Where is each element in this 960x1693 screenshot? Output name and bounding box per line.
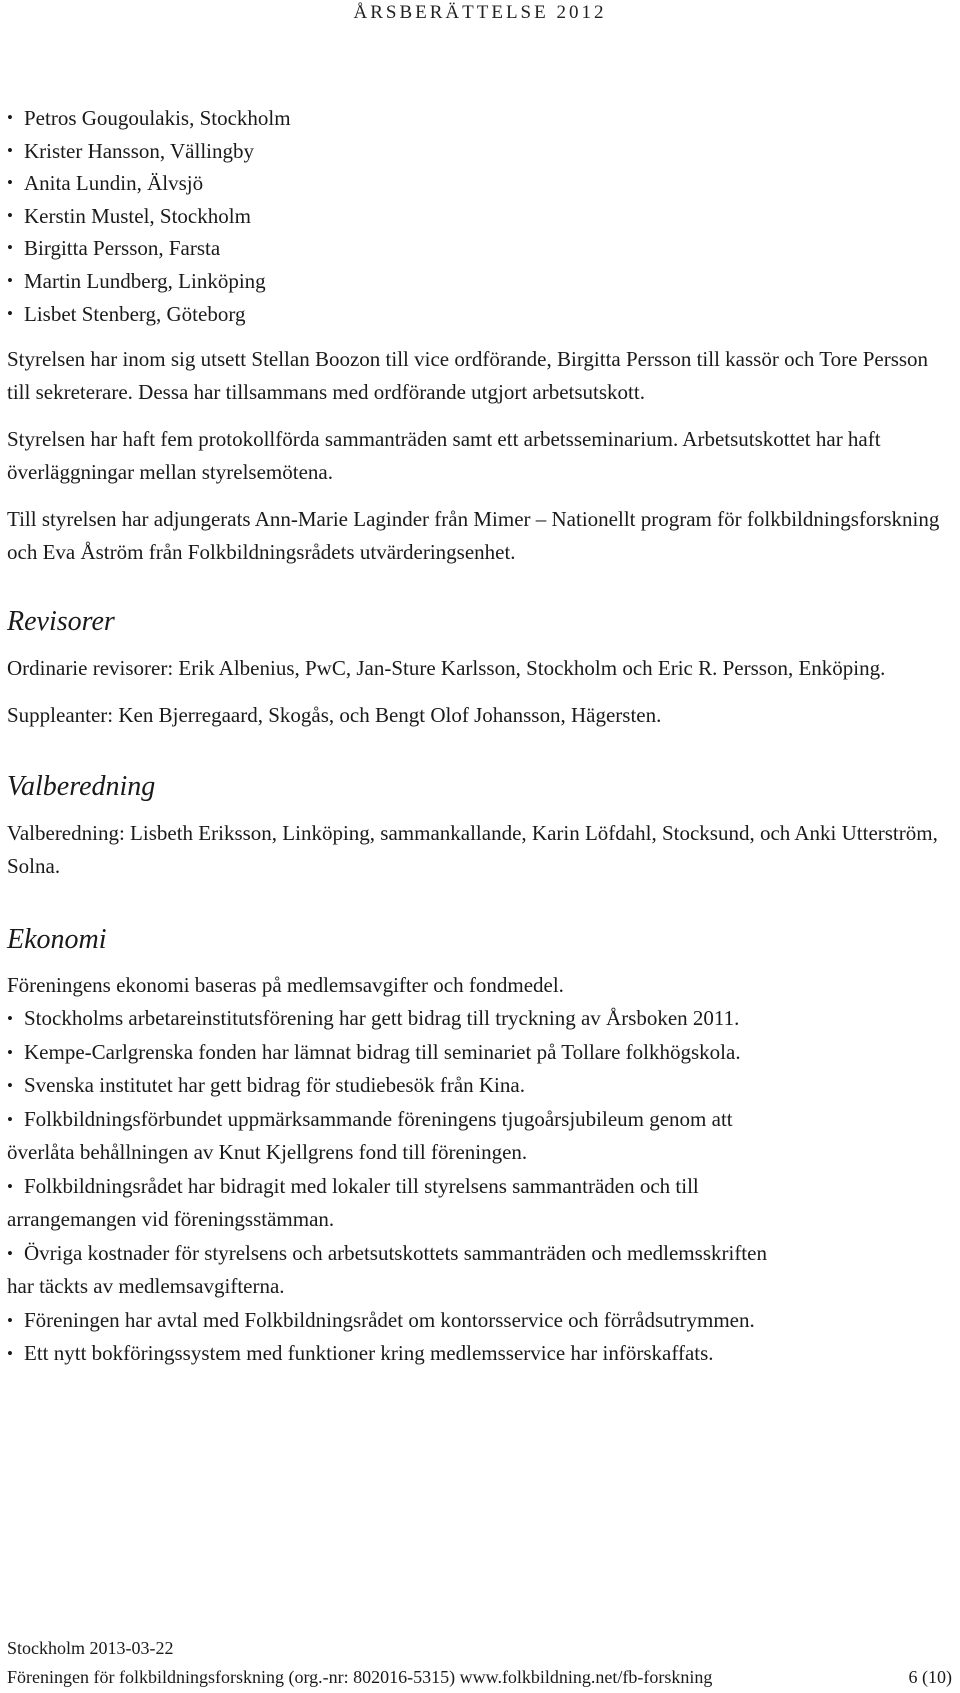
list-item: • Anita Lundin, Älvsjö bbox=[7, 167, 952, 200]
list-item: • Folkbildningsförbundet uppmärksammande föreningens tjugoårsjubileum genom att bbox=[7, 1103, 952, 1137]
page-header: ÅRSBERÄTTELSE 2012 bbox=[353, 2, 607, 23]
paragraph-suppleanter: Suppleanter: Ken Bjerregaard, Skogås, och Bengt Olof Johansson, Hägersten. bbox=[7, 703, 662, 728]
funding-list bbox=[7, 1002, 952, 1371]
heading-valberedning: Valberedning bbox=[7, 771, 156, 803]
list-item: • Lisbet Stenberg, Göteborg bbox=[7, 298, 952, 331]
list-item: • Folkbildningsrådet har bidragit med lokaler till styrelsens sammanträden och till bbox=[7, 1170, 952, 1204]
list-item-continuation: har täckts av medlemsavgifterna. bbox=[7, 1274, 285, 1299]
paragraph-ekonomi-intro: Föreningens ekonomi baseras på medlemsavgifter och fondmedel. bbox=[7, 973, 564, 998]
board-member-list bbox=[7, 102, 952, 330]
list-item: • Birgitta Persson, Farsta bbox=[7, 232, 952, 265]
list-item: • Övriga kostnader för styrelsens och arbetsutskottets sammanträden och medlemsskriften bbox=[7, 1237, 952, 1271]
list-item: • Svenska institutet har gett bidrag för studiebesök från Kina. bbox=[7, 1069, 952, 1103]
page-content bbox=[7, 102, 952, 1371]
paragraph-ordinarie: Ordinarie revisorer: Erik Albenius, PwC, Jan-Sture Karlsson, Stockholm och Eric R. Persson, Enköping. bbox=[7, 656, 886, 681]
list-item-continuation: överlåta behållningen av Knut Kjellgrens fond till föreningen. bbox=[7, 1140, 528, 1165]
heading-revisorer: Revisorer bbox=[7, 606, 115, 638]
list-item: • Krister Hansson, Vällingby bbox=[7, 135, 952, 168]
paragraph-adjunct: Till styrelsen har adjungerats Ann-Marie Laginder från Mimer – Nationellt program för folkbildningsforskning och Eva Åström från Folkbildningsrådets utvärderingsenhet. bbox=[7, 507, 940, 565]
list-item: • Kempe-Carlgrenska fonden har lämnat bidrag till seminariet på Tollare folkhögskola. bbox=[7, 1036, 952, 1070]
list-item: • Föreningen har avtal med Folkbildningsrådet om kontorsservice och förrådsutrymmen. bbox=[7, 1304, 952, 1338]
list-item: • Petros Gougoulakis, Stockholm bbox=[7, 102, 952, 135]
list-item: • Kerstin Mustel, Stockholm bbox=[7, 200, 952, 233]
footer-date: Stockholm 2013-03-22 bbox=[7, 1638, 174, 1658]
footer-organization: Föreningen för folkbildningsforskning (org.-nr: 802016-5315) www.folkbildning.net/fb-forskning bbox=[7, 1667, 713, 1687]
heading-ekonomi: Ekonomi bbox=[7, 924, 107, 956]
paragraph-valberedning: Valberedning: Lisbeth Eriksson, Linköping, sammankallande, Karin Löfdahl, Stocksund, och Anki Utterström, Solna. bbox=[7, 821, 938, 879]
paragraph-meetings: Styrelsen har haft fem protokollförda sammanträden samt ett arbetsseminarium. Arbetsutskottet har haft överläggningar mellan styrelsemötena. bbox=[7, 427, 881, 485]
list-item-continuation: arrangemangen vid föreningsstämman. bbox=[7, 1207, 335, 1232]
paragraph-board-roles: Styrelsen har inom sig utsett Stellan Boozon till vice ordförande, Birgitta Persson till kassör och Tore Persson till sekreterare. Dessa har tillsammans med ordförande utgjort arbetsutskott. bbox=[7, 347, 929, 405]
list-item: • Ett nytt bokföringssystem med funktioner kring medlemsservice har införskaffats. bbox=[7, 1337, 952, 1371]
page-number: 6 (10) bbox=[908, 1667, 952, 1687]
footer bbox=[7, 1667, 952, 1688]
list-item: • Martin Lundberg, Linköping bbox=[7, 265, 952, 298]
list-item: • Stockholms arbetareinstitutsförening har gett bidrag till tryckning av Årsboken 2011. bbox=[7, 1002, 952, 1036]
